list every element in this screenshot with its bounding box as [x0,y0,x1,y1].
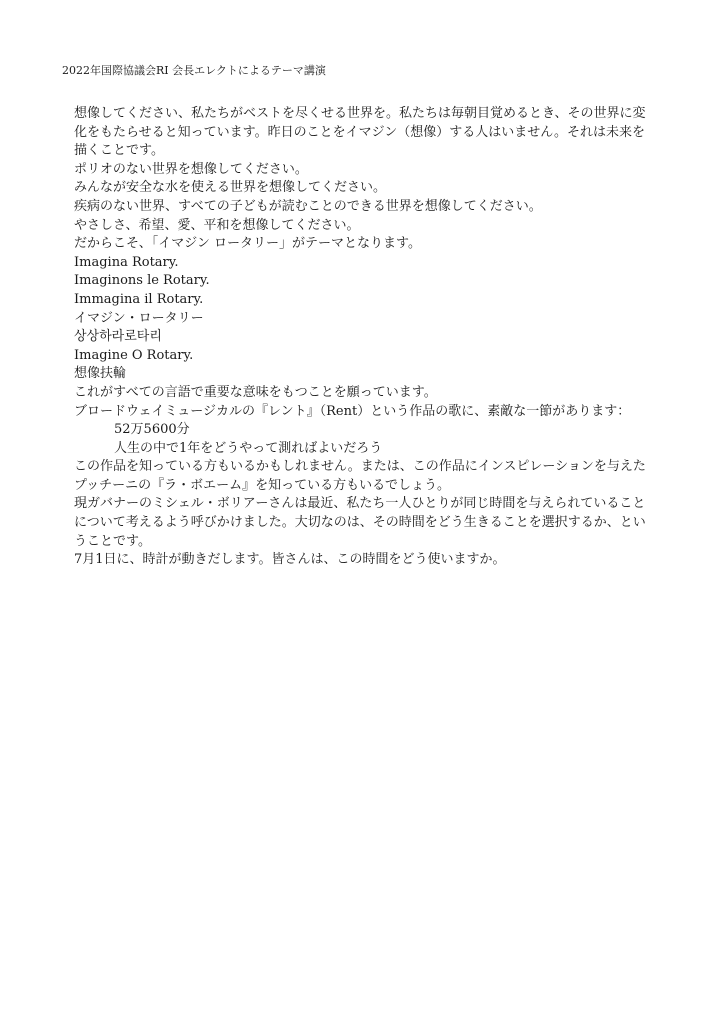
paragraph-polio: ポリオのない世界を想像してください。 [74,161,308,177]
page-header: 2022年国際協議会RI 会長エレクトによるテーマ講演 [62,64,326,77]
theme-french: Imaginons le Rotary. [74,273,210,289]
paragraph-peace: やさしさ、希望、愛、平和を想像してください。 [74,217,360,233]
theme-chinese: 想像扶輪 [74,366,127,382]
paragraph-disease: 疾病のない世界、すべての子どもが読むことのできる世界を想像してください。 [74,198,542,214]
theme-korean: 상상하라로타리 [74,329,162,345]
paragraph-boheme: この作品を知っている方もいるかもしれません。または、この作品にインスピレーションを与えたプッチーニの『ラ・ボエーム』を知っている方もいるでしょう。 [74,459,646,493]
paragraph-closing: 7月1日に、時計が動きだします。皆さんは、この時間をどう使いますか。 [74,552,506,568]
paragraph-languages: これがすべての言語で重要な意味をもつことを願っています。 [74,384,437,400]
quote-measure: 人生の中で1年をどうやって測ればよいだろう [114,440,383,456]
paragraph-rent: ブロードウェイミュージカルの『レント』（Rent）という作品の歌に、素敵な一節があります： [74,403,631,419]
paragraph-intro: 想像してください、私たちがベストを尽くせる世界を。私たちは毎朝目覚めるとき、その世界に変化をもたらせると知っています。昨日のことをイマジン（想像）する人はいません。それは未来を描くことです。 [74,106,646,159]
theme-japanese: イマジン・ロータリー [74,310,204,326]
theme-spanish: Imagina Rotary. [74,254,179,270]
quote-minutes: 52万5600分 [114,422,190,438]
paragraph-water: みんなが安全な水を使える世界を想像してください。 [74,180,387,196]
theme-italian: Immagina il Rotary. [74,291,204,307]
speech-body [74,105,654,570]
paragraph-theme: だからこそ、「イマジン ロータリー」がテーマとなります。 [74,236,422,252]
paragraph-governor: 現ガバナーのミシェル・ボリアーさんは最近、私たち一人ひとりが同じ時間を与えられていることについて考えるよう呼びかけました。大切なのは、その時間をどう生きることを選択するか、ということです。 [74,496,646,549]
theme-portuguese: Imagine O Rotary. [74,347,194,363]
